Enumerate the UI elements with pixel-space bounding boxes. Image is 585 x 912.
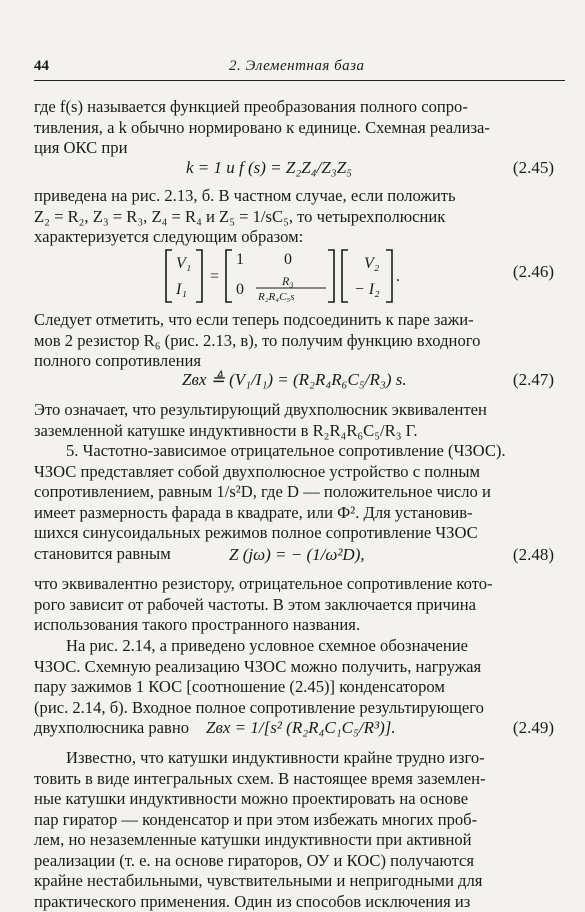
text-line: пару зажимов 1 КОС [соотношение (2.45)] конденсатором bbox=[34, 677, 554, 698]
matrix-m11: 1 bbox=[236, 251, 244, 268]
paragraph-1 bbox=[34, 97, 554, 159]
text-line: тивления, а k обычно нормировано к единице. Схемная реализа- bbox=[34, 118, 554, 139]
text-line: имеет размерность фарада в квадрате, или Ф². Для установив- bbox=[34, 503, 554, 524]
text-line: Следует отметить, что если теперь подсоединить к паре зажи- bbox=[34, 310, 554, 331]
text-line: шихся синусоидальных режимов полное сопротивление ЧЗОС bbox=[34, 523, 554, 544]
equation-formula: Z (jω) = − (1/ω²D), bbox=[229, 545, 365, 565]
text-line: сопротивлением, равным 1/s²D, где D — положительное число и bbox=[34, 482, 554, 503]
equation-number: (2.48) bbox=[513, 545, 554, 565]
matrix-equation-svg bbox=[164, 248, 464, 304]
equation-number: (2.45) bbox=[513, 158, 554, 178]
equation-2-49 bbox=[34, 718, 554, 742]
text-line: полного сопротивления bbox=[34, 351, 554, 372]
text-line: становится равным bbox=[34, 544, 554, 565]
text-line: практического применения. Один из способов исключения из bbox=[34, 892, 554, 912]
matrix-m21: 0 bbox=[236, 281, 244, 298]
paragraph-4 bbox=[34, 400, 554, 564]
running-title: 2. Элементная база bbox=[229, 58, 364, 75]
page-header bbox=[34, 58, 565, 80]
text-line: ЧЗОС представляет собой двухполюсное устройство с полным bbox=[34, 462, 554, 483]
text-line: использования такого пространного названия. bbox=[34, 615, 554, 636]
matrix-m12: 0 bbox=[284, 251, 292, 268]
equation-2-45 bbox=[34, 158, 554, 182]
text-line: лем, но незаземленные катушки индуктивности при активной bbox=[34, 830, 554, 851]
paragraph-7 bbox=[34, 748, 554, 912]
text-line: 5. Частотно-зависимое отрицательное сопротивление (ЧЗОС). bbox=[34, 441, 554, 462]
lhs-bottom: I₁ bbox=[175, 281, 187, 298]
text-line: товить в виде интегральных схем. В настоящее время заземлен- bbox=[34, 769, 554, 790]
equation-number: (2.49) bbox=[513, 718, 554, 738]
text-line: пар гиратор — конденсатор и при этом избежать многих проб- bbox=[34, 810, 554, 831]
header-rule bbox=[34, 80, 565, 81]
text-line: ЧЗОС. Схемную реализацию ЧЗОС можно получить, нагружая bbox=[34, 657, 554, 678]
equation-2-47 bbox=[34, 370, 554, 394]
text-line: Известно, что катушки индуктивности крайне трудно изго- bbox=[34, 748, 554, 769]
matrix-m22-numerator: R₃ bbox=[281, 274, 294, 288]
text-line: Это означает, что результирующий двухполюсник эквивалентен bbox=[34, 400, 554, 421]
rhs-top: V₂ bbox=[364, 255, 380, 272]
text-line: ные катушки индуктивности можно проектировать на основе bbox=[34, 789, 554, 810]
text-line: (рис. 2.14, б). Входное полное сопротивление результирующего bbox=[34, 698, 554, 719]
text-line: двухполюсника равно bbox=[34, 718, 554, 739]
equation-formula: k = 1 и f (s) = Z₂Z₄/Z₃Z₅ bbox=[186, 158, 352, 178]
text-line: рого зависит от рабочей частоты. В этом заключается причина bbox=[34, 595, 554, 616]
equation-2-46 bbox=[34, 248, 554, 304]
text-line: где f(s) называется функцией преобразования полного сопро- bbox=[34, 97, 554, 118]
matrix-m22-denominator: R₂R₄C₅s bbox=[257, 291, 295, 303]
text-line: На рис. 2.14, а приведено условное схемное обозначение bbox=[34, 636, 554, 657]
text-line: что эквивалентно резистору, отрицательное сопротивление кото- bbox=[34, 574, 554, 595]
equation-number: (2.46) bbox=[513, 262, 554, 282]
rhs-bottom: − I₂ bbox=[354, 281, 380, 298]
text-line: ция ОКС при bbox=[34, 138, 554, 159]
text-line: приведена на рис. 2.13, б. В частном случае, если положить bbox=[34, 186, 554, 207]
text-line: реализации (т. е. на основе гираторов, ОУ и КОС) получаются bbox=[34, 851, 554, 872]
equation-number: (2.47) bbox=[513, 370, 554, 390]
lhs-top: V₁ bbox=[176, 255, 191, 272]
text-line: мов 2 резистор R₆ (рис. 2.13, в), то получим функцию входного bbox=[34, 331, 554, 352]
bracket-right bbox=[196, 250, 202, 302]
bracket-right bbox=[386, 250, 392, 302]
equation-formula: Zвх ≜ (V₁/I₁) = (R₂R₄R₆C₅/R₃) s. bbox=[182, 370, 407, 390]
paragraph-2 bbox=[34, 186, 554, 248]
page-number: 44 bbox=[34, 58, 49, 75]
equals-sign: = bbox=[210, 268, 219, 285]
paragraph-5 bbox=[34, 574, 554, 636]
text-line: характеризуется следующим образом: bbox=[34, 227, 554, 248]
text-line: заземленной катушке индуктивности в R₂R₄R₆C₅/R₃ Г. bbox=[34, 421, 554, 442]
bracket-left bbox=[226, 250, 232, 302]
bracket-left bbox=[166, 250, 172, 302]
period: . bbox=[396, 268, 400, 285]
bracket-left bbox=[342, 250, 348, 302]
text-line: Z₂ = R₂, Z₃ = R₃, Z₄ = R₄ и Z₅ = 1/sC₅, то четырехполюсник bbox=[34, 207, 554, 228]
bracket-right bbox=[328, 250, 334, 302]
equation-formula: Zвх = 1/[s² (R₂R₄C₁C₅/R³)]. bbox=[206, 718, 396, 738]
equation-2-48 bbox=[34, 545, 554, 569]
text-line: крайне нестабильными, чувствительными и непригодными для bbox=[34, 871, 554, 892]
paragraph-3 bbox=[34, 310, 554, 372]
